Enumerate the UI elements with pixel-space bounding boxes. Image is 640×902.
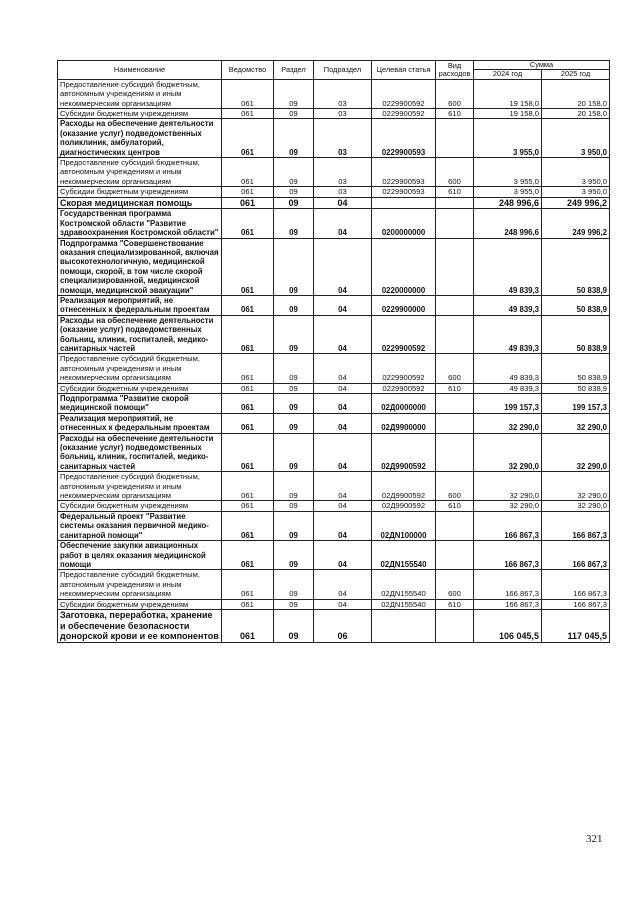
table-row (58, 79, 610, 108)
table-row (58, 109, 610, 119)
cell-target: 02Д9900592 (372, 472, 436, 501)
cell-dept: 061 (222, 187, 274, 197)
cell-dept: 061 (222, 511, 274, 540)
cell-section: 09 (274, 570, 314, 599)
cell-dept: 061 (222, 158, 274, 187)
cell-2024: 166 867,3 (474, 599, 542, 609)
cell-2025: 3 950,0 (542, 119, 610, 158)
cell-name: Подпрограмма "Развитие скорой медицинской помощи" (58, 394, 222, 414)
table-row (58, 315, 610, 354)
cell-2025: 50 838,9 (542, 238, 610, 295)
cell-2025: 117 045,5 (542, 609, 610, 642)
table-row (58, 394, 610, 414)
cell-target: 02ДN155540 (372, 599, 436, 609)
cell-type: 610 (436, 187, 474, 197)
cell-type (436, 209, 474, 238)
table-row (58, 413, 610, 433)
cell-dept: 061 (222, 295, 274, 315)
cell-2024: 248 996,6 (474, 209, 542, 238)
cell-subsection: 04 (314, 413, 372, 433)
cell-2025: 166 867,3 (542, 599, 610, 609)
cell-2025: 3 950,0 (542, 187, 610, 197)
cell-2025: 32 290,0 (542, 413, 610, 433)
cell-name: Реализация мероприятий, не отнесенных к федеральным проектам (58, 413, 222, 433)
cell-section: 09 (274, 599, 314, 609)
cell-dept: 061 (222, 541, 274, 570)
cell-type (436, 315, 474, 354)
cell-name: Предоставление субсидий бюджетным, автономным учреждениям и иным некоммерческим организациям (58, 158, 222, 187)
cell-type: 600 (436, 472, 474, 501)
cell-section: 09 (274, 158, 314, 187)
cell-subsection: 03 (314, 187, 372, 197)
cell-name: Подпрограмма "Совершенствование оказания специализированной, включая высокотехнологичную, медицинской помощи, скорой, в том числе скорой специализированной, медицинской помощи, медицинской эвакуации" (58, 238, 222, 295)
cell-dept: 061 (222, 315, 274, 354)
cell-name: Предоставление субсидий бюджетным, автономным учреждениям и иным некоммерческим организациям (58, 570, 222, 599)
cell-name: Расходы на обеспечение деятельности (оказание услуг) подведомственных больниц, клиник, госпиталей, медико-санитарных частей (58, 433, 222, 472)
cell-name: Скорая медицинская помощь (58, 197, 222, 209)
table-body (58, 79, 610, 642)
cell-section: 09 (274, 394, 314, 414)
cell-section: 09 (274, 187, 314, 197)
cell-2024: 248 996,6 (474, 197, 542, 209)
cell-name: Предоставление субсидий бюджетным, автономным учреждениям и иным некоммерческим организациям (58, 472, 222, 501)
cell-type: 610 (436, 599, 474, 609)
cell-dept: 061 (222, 433, 274, 472)
cell-dept: 061 (222, 209, 274, 238)
cell-2024: 166 867,3 (474, 570, 542, 599)
cell-dept: 061 (222, 570, 274, 599)
cell-subsection: 04 (314, 511, 372, 540)
cell-type: 600 (436, 354, 474, 383)
cell-2024: 32 290,0 (474, 472, 542, 501)
cell-2024: 49 839,3 (474, 383, 542, 393)
header-2025: 2025 год (542, 70, 610, 79)
cell-dept: 061 (222, 472, 274, 501)
cell-target: 0229900592 (372, 354, 436, 383)
cell-name: Расходы на обеспечение деятельности (оказание услуг) подведомственных поликлиник, амбулаторий, диагностических центров (58, 119, 222, 158)
table-row (58, 238, 610, 295)
cell-target: 02ДN100000 (372, 511, 436, 540)
cell-name: Субсидии бюджетным учреждениям (58, 501, 222, 511)
header-target: Целевая статья (372, 61, 436, 80)
cell-section: 09 (274, 295, 314, 315)
cell-type (436, 609, 474, 642)
cell-dept: 061 (222, 238, 274, 295)
cell-2025: 32 290,0 (542, 433, 610, 472)
cell-section: 09 (274, 209, 314, 238)
cell-name: Расходы на обеспечение деятельности (оказание услуг) подведомственных больниц, клиник, госпиталей, медико-санитарных частей (58, 315, 222, 354)
cell-subsection: 04 (314, 238, 372, 295)
cell-type (436, 295, 474, 315)
cell-2025: 166 867,3 (542, 570, 610, 599)
table-row (58, 295, 610, 315)
cell-type: 600 (436, 158, 474, 187)
cell-dept: 061 (222, 197, 274, 209)
cell-subsection: 04 (314, 599, 372, 609)
header-dept: Ведомство (222, 61, 274, 80)
cell-section: 09 (274, 541, 314, 570)
cell-2025: 166 867,3 (542, 511, 610, 540)
cell-target: 02Д9900000 (372, 413, 436, 433)
cell-dept: 061 (222, 599, 274, 609)
cell-type (436, 511, 474, 540)
cell-2024: 3 955,0 (474, 158, 542, 187)
table-row (58, 119, 610, 158)
budget-table (57, 60, 610, 643)
cell-type (436, 238, 474, 295)
cell-subsection: 04 (314, 433, 372, 472)
cell-2024: 49 839,3 (474, 238, 542, 295)
cell-2025: 50 838,9 (542, 383, 610, 393)
table-row (58, 433, 610, 472)
cell-dept: 061 (222, 79, 274, 108)
cell-target: 0229900000 (372, 295, 436, 315)
table-row (58, 599, 610, 609)
cell-name: Субсидии бюджетным учреждениям (58, 599, 222, 609)
cell-type: 610 (436, 383, 474, 393)
cell-section: 09 (274, 79, 314, 108)
cell-2025: 32 290,0 (542, 501, 610, 511)
cell-2025: 199 157,3 (542, 394, 610, 414)
cell-subsection: 04 (314, 570, 372, 599)
cell-target: 02Д9900592 (372, 433, 436, 472)
cell-target: 0229900592 (372, 79, 436, 108)
cell-type (436, 394, 474, 414)
table-row (58, 511, 610, 540)
cell-dept: 061 (222, 119, 274, 158)
cell-dept: 061 (222, 394, 274, 414)
cell-type (436, 433, 474, 472)
cell-2024: 199 157,3 (474, 394, 542, 414)
cell-2025: 20 158,0 (542, 109, 610, 119)
table-row (58, 501, 610, 511)
cell-2024: 49 839,3 (474, 295, 542, 315)
header-2024: 2024 год (474, 70, 542, 79)
cell-dept: 061 (222, 383, 274, 393)
cell-dept: 061 (222, 501, 274, 511)
cell-target: 0229900593 (372, 187, 436, 197)
cell-section: 09 (274, 501, 314, 511)
cell-2025: 249 996,2 (542, 209, 610, 238)
cell-name: Субсидии бюджетным учреждениям (58, 109, 222, 119)
cell-section: 09 (274, 109, 314, 119)
cell-section: 09 (274, 609, 314, 642)
cell-name: Заготовка, переработка, хранение и обеспечение безопасности донорской крови и ее компонентов (58, 609, 222, 642)
table-row (58, 158, 610, 187)
cell-target: 0229900593 (372, 158, 436, 187)
cell-section: 09 (274, 315, 314, 354)
table-row (58, 209, 610, 238)
cell-type (436, 197, 474, 209)
cell-subsection: 04 (314, 354, 372, 383)
header-type: Вид расходов (436, 61, 474, 80)
cell-2024: 32 290,0 (474, 433, 542, 472)
cell-dept: 061 (222, 109, 274, 119)
cell-dept: 061 (222, 413, 274, 433)
cell-section: 09 (274, 238, 314, 295)
table-row (58, 541, 610, 570)
cell-section: 09 (274, 119, 314, 158)
cell-2024: 166 867,3 (474, 541, 542, 570)
cell-2024: 19 158,0 (474, 79, 542, 108)
cell-2024: 106 045,5 (474, 609, 542, 642)
cell-2024: 32 290,0 (474, 501, 542, 511)
cell-2024: 19 158,0 (474, 109, 542, 119)
cell-name: Государственная программа Костромской области "Развитие здравоохранения Костромской области" (58, 209, 222, 238)
cell-2024: 49 839,3 (474, 354, 542, 383)
cell-section: 09 (274, 383, 314, 393)
cell-subsection: 04 (314, 197, 372, 209)
cell-dept: 061 (222, 609, 274, 642)
cell-section: 09 (274, 413, 314, 433)
cell-target: 02Д9900592 (372, 501, 436, 511)
cell-name: Федеральный проект "Развитие системы оказания первичной медико-санитарной помощи" (58, 511, 222, 540)
table-row (58, 187, 610, 197)
table-row (58, 609, 610, 642)
cell-target: 02ДN155540 (372, 541, 436, 570)
header-name: Наименование (58, 61, 222, 80)
table-row (58, 354, 610, 383)
cell-subsection: 03 (314, 79, 372, 108)
cell-2025: 32 290,0 (542, 472, 610, 501)
cell-name: Субсидии бюджетным учреждениям (58, 383, 222, 393)
cell-section: 09 (274, 433, 314, 472)
cell-subsection: 04 (314, 541, 372, 570)
cell-target (372, 197, 436, 209)
cell-target: 0229900593 (372, 119, 436, 158)
cell-2024: 3 955,0 (474, 119, 542, 158)
cell-type (436, 541, 474, 570)
table-row (58, 383, 610, 393)
cell-2024: 3 955,0 (474, 187, 542, 197)
cell-dept: 061 (222, 354, 274, 383)
header-section: Раздел (274, 61, 314, 80)
cell-subsection: 03 (314, 119, 372, 158)
cell-2025: 3 950,0 (542, 158, 610, 187)
cell-target: 0200000000 (372, 209, 436, 238)
cell-2024: 32 290,0 (474, 413, 542, 433)
cell-subsection: 04 (314, 209, 372, 238)
cell-section: 09 (274, 472, 314, 501)
cell-subsection: 03 (314, 109, 372, 119)
cell-subsection: 04 (314, 383, 372, 393)
cell-type (436, 413, 474, 433)
cell-subsection: 06 (314, 609, 372, 642)
cell-name: Реализация мероприятий, не отнесенных к федеральным проектам (58, 295, 222, 315)
cell-name: Обеспечение закупки авиационных работ в целях оказания медицинской помощи (58, 541, 222, 570)
table-row (58, 472, 610, 501)
header-sum: Сумма (474, 61, 610, 70)
cell-2024: 49 839,3 (474, 315, 542, 354)
cell-2024: 166 867,3 (474, 511, 542, 540)
cell-subsection: 04 (314, 315, 372, 354)
cell-target: 0229900592 (372, 383, 436, 393)
header-subsection: Подраздел (314, 61, 372, 80)
cell-subsection: 04 (314, 394, 372, 414)
cell-name: Предоставление субсидий бюджетным, автономным учреждениям и иным некоммерческим организациям (58, 354, 222, 383)
cell-type: 610 (436, 109, 474, 119)
cell-section: 09 (274, 511, 314, 540)
cell-subsection: 04 (314, 295, 372, 315)
cell-subsection: 04 (314, 501, 372, 511)
cell-type (436, 119, 474, 158)
cell-2025: 20 158,0 (542, 79, 610, 108)
cell-2025: 50 838,9 (542, 315, 610, 354)
table-row (58, 570, 610, 599)
cell-2025: 50 838,9 (542, 295, 610, 315)
cell-target: 0229900592 (372, 315, 436, 354)
cell-type: 600 (436, 79, 474, 108)
cell-type: 610 (436, 501, 474, 511)
cell-target: 0220000000 (372, 238, 436, 295)
cell-target: 02ДN155540 (372, 570, 436, 599)
page-number: 321 (586, 833, 603, 845)
cell-subsection: 04 (314, 472, 372, 501)
cell-2025: 166 867,3 (542, 541, 610, 570)
table-row (58, 197, 610, 209)
cell-subsection: 03 (314, 158, 372, 187)
cell-target: 0229900592 (372, 109, 436, 119)
cell-target (372, 609, 436, 642)
cell-section: 09 (274, 197, 314, 209)
cell-type: 600 (436, 570, 474, 599)
cell-target: 02Д0000000 (372, 394, 436, 414)
cell-name: Предоставление субсидий бюджетным, автономным учреждениям и иным некоммерческим организациям (58, 79, 222, 108)
cell-section: 09 (274, 354, 314, 383)
cell-2025: 50 838,9 (542, 354, 610, 383)
cell-name: Субсидии бюджетным учреждениям (58, 187, 222, 197)
cell-2025: 249 996,2 (542, 197, 610, 209)
